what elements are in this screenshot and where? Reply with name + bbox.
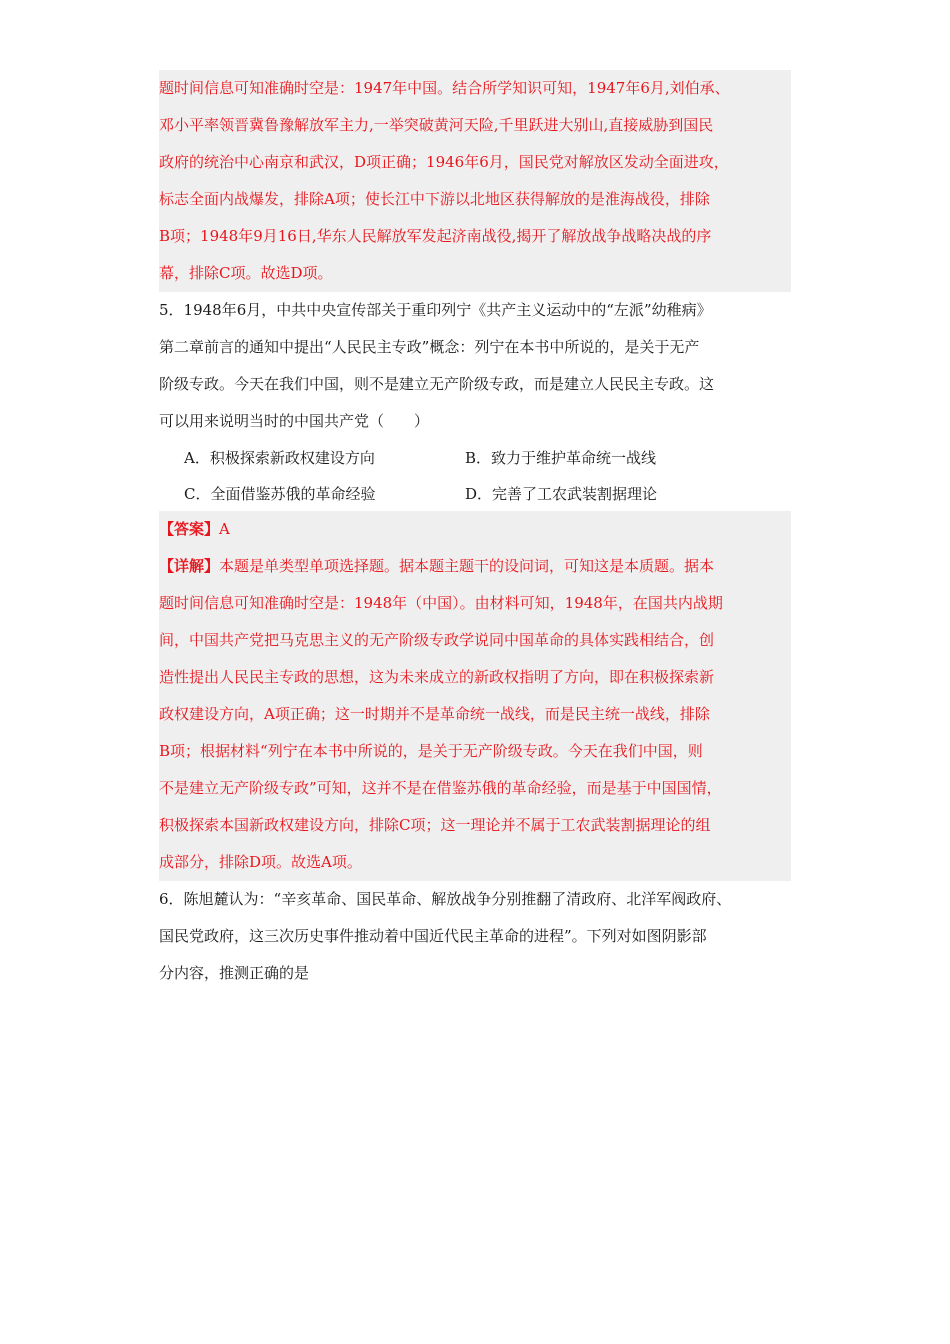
q5-detail-text-1: 本题是单类型单项选择题。据本题主题干的设问词，可知这是本质题。据本 [219, 557, 715, 575]
q5-option-a: A．积极探索新政权建设方向 [184, 449, 375, 467]
q5-detail-line-6: B项；根据材料“列宁在本书中所说的，是关于无产阶级专政。今天在我们中国，则 [159, 742, 703, 760]
answer-value: A [219, 520, 230, 538]
q5-stem-line-1: 5．1948年6月，中共中央宣传部关于重印列宁《共产主义运动中的“左派”幼稚病》 [159, 301, 712, 319]
q5-detail-line-7: 不是建立无产阶级专政”可知，这并不是在借鉴苏俄的革命经验，而是基于中国国情， [159, 779, 722, 797]
q5-detail-line-3: 间，中国共产党把马克思主义的无产阶级专政学说同中国革命的具体实践相结合，创 [159, 631, 715, 649]
q6-stem-line-3: 分内容，推测正确的是 [159, 964, 310, 982]
q5-detail-line-5: 政权建设方向，A项正确；这一时期并不是革命统一战线，而是民主统一战线，排除 [159, 705, 710, 723]
q4-line-5: B项；1948年9月16日,华东人民解放军发起济南战役,揭开了解放战争战略决战的序 [159, 227, 712, 245]
q5-detail-line-2: 题时间信息可知准确时空是：1948年（中国）。由材料可知，1948年，在国共内战期 [159, 594, 723, 612]
q5-detail-line-8: 积极探索本国新政权建设方向，排除C项；这一理论并不属于工农武装割据理论的组 [159, 816, 711, 834]
q5-options [159, 440, 791, 512]
q5-option-c: C．全面借鉴苏俄的革命经验 [184, 485, 376, 503]
q5-options-row-1 [159, 440, 791, 476]
q4-line-4: 标志全面内战爆发，排除A项；使长江中下游以北地区获得解放的是淮海战役，排除 [159, 190, 710, 208]
q4-explanation-tail [159, 70, 791, 292]
detail-tag: 【详解】 [159, 557, 220, 575]
answer-tag: 【答案】 [159, 520, 220, 538]
q5-detail-line-4: 造性提出人民民主专政的思想，这为未来成立的新政权指明了方向，即在积极探索新 [159, 668, 715, 686]
q5-stem-line-2: 第二章前言的通知中提出“人民民主专政”概念：列宁在本书中所说的，是关于无产 [159, 338, 700, 356]
q4-line-2: 邓小平率领晋冀鲁豫解放军主力,一举突破黄河天险,千里跃进大别山,直接威胁到国民 [159, 116, 714, 134]
q5-stem [159, 292, 791, 440]
q5-answer-explanation [159, 511, 791, 881]
q5-detail-line-9: 成部分，排除D项。故选A项。 [159, 853, 362, 871]
q4-line-3: 政府的统治中心南京和武汉，D项正确；1946年6月，国民党对解放区发动全面进攻， [159, 153, 729, 171]
q6-stem-line-2: 国民党政府，这三次历史事件推动着中国近代民主革命的进程”。下列对如图阴影部 [159, 927, 707, 945]
q5-option-b: B．致力于维护革命统一战线 [465, 449, 657, 467]
q5-stem-line-4: 可以用来说明当时的中国共产党（ ） [159, 412, 430, 430]
q5-stem-line-3: 阶级专政。今天在我们中国，则不是建立无产阶级专政，而是建立人民民主专政。这 [159, 375, 715, 393]
q5-detail-line-1 [159, 548, 791, 585]
q5-options-row-2 [159, 476, 791, 512]
q5-option-d: D．完善了工农武装割据理论 [465, 485, 658, 503]
q4-line-6: 幕，排除C项。故选D项。 [159, 264, 333, 282]
q6-stem-line-1: 6．陈旭麓认为：“辛亥革命、国民革命、解放战争分别推翻了清政府、北洋军阀政府、 [159, 890, 732, 908]
q6-stem [159, 881, 791, 992]
q5-answer-line [159, 511, 791, 548]
q4-line-1: 题时间信息可知准确时空是：1947年中国。结合所学知识可知，1947年6月,刘伯承、 [159, 79, 730, 97]
